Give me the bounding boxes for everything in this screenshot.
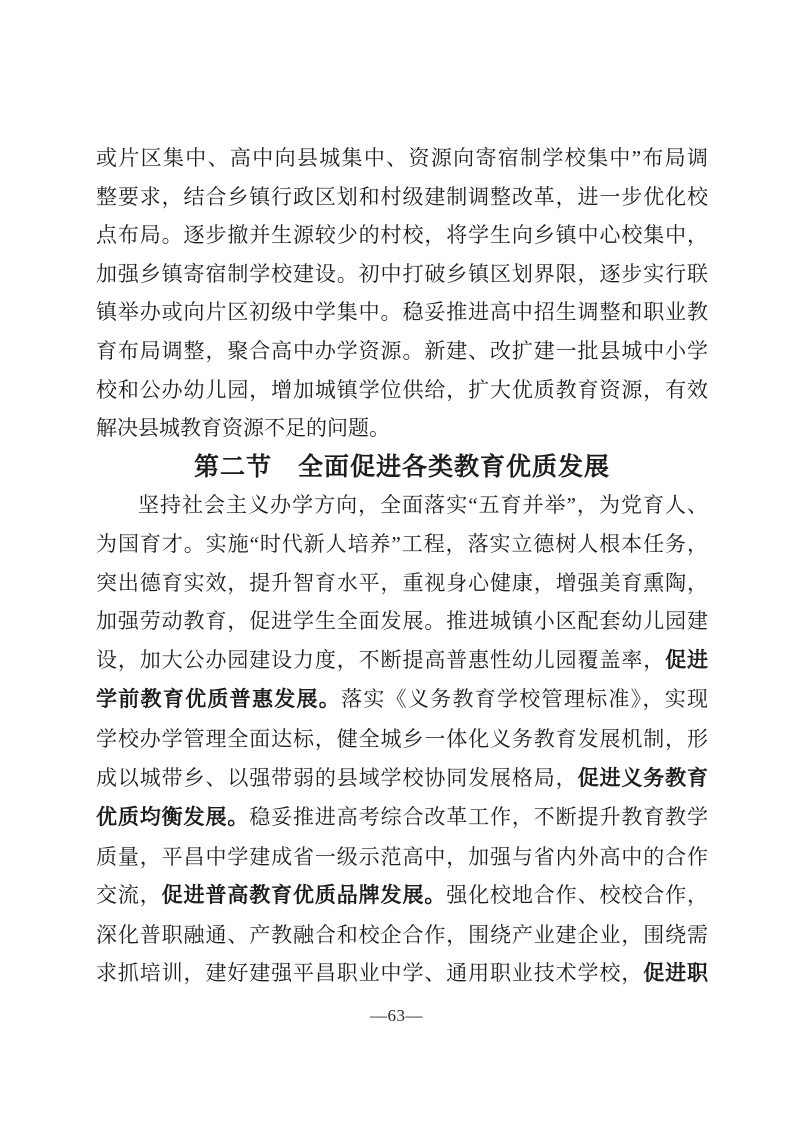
body-text: 稳妥推进高考综合改革工作，不断提升教育教学 <box>249 805 709 830</box>
text-line <box>96 680 708 720</box>
body-text: 坚持社会主义办学方向，全面落实“五育并举”，为党育人、 <box>138 493 708 518</box>
text-line <box>96 486 708 525</box>
text-line <box>96 409 708 448</box>
body-text: 或片区集中、高中向县城集中、资源向寄宿制学校集中”布局调 <box>96 146 708 170</box>
body-text: 设，加大公办园建设力度，不断提高普惠性幼儿园覆盖率， <box>96 647 666 672</box>
text-line <box>96 876 708 916</box>
body-text: 质量，平昌中学建成省一级示范高中，加强与省内外高中的合作 <box>96 844 708 869</box>
text-line <box>96 139 708 178</box>
text-line <box>96 954 708 994</box>
body-text: 成以城带乡、以强带弱的县域学校协同发展格局， <box>96 765 578 790</box>
text-line <box>96 332 708 371</box>
bold-emphasis-text: 促进职 <box>643 962 709 986</box>
bold-emphasis-text: 学前教育优质普惠发展。 <box>96 688 342 712</box>
body-text: 求抓培训，建好建强平昌职业中学、通用职业技术学校， <box>96 961 644 986</box>
text-line <box>96 371 708 410</box>
text-line <box>96 916 708 955</box>
body-text: 镇举办或向片区初级中学集中。稳妥推进高中招生调整和职业教 <box>96 300 708 325</box>
body-text: 整要求，结合乡镇行政区划和村级建制调整改革，进一步优化校 <box>96 184 708 209</box>
paragraph-continuation <box>96 139 708 448</box>
bold-emphasis-text: 优质均衡发展。 <box>96 806 250 830</box>
text-line <box>96 759 708 799</box>
body-text: 交流， <box>96 883 162 908</box>
body-text: 为国育才。实施“时代新人培养”工程，落实立德树人根本任务， <box>96 531 708 556</box>
text-line <box>96 641 708 681</box>
body-text: 加强劳动教育，促进学生全面发展。推进城镇小区配套幼儿园建 <box>96 609 708 634</box>
body-text: 加强乡镇寄宿制学校建设。初中打破乡镇区划界限，逐步实行联 <box>96 261 708 286</box>
text-line <box>96 525 708 564</box>
section-heading: 第二节 全面促进各类教育优质发展 <box>193 452 610 481</box>
body-text: 解决县城教育资源不足的问题。 <box>96 416 390 441</box>
body-text: 育布局调整，聚合高中办学资源。新建、改扩建一批县城中小学 <box>96 338 708 363</box>
body-text: 点布局。逐步撤并生源较少的村校，将学生向乡镇中心校集中， <box>96 223 708 248</box>
body-text: 学校办学管理全面达标，健全城乡一体化义务教育发展机制，形 <box>96 726 708 751</box>
text-line <box>96 255 708 294</box>
body-text: 突出德育实效，提升智育水平，重视身心健康，增强美育熏陶， <box>96 570 708 595</box>
text-line <box>96 720 708 759</box>
text-line <box>96 564 708 603</box>
text-line <box>96 838 708 877</box>
text-line <box>96 798 708 838</box>
page-number: —63— <box>370 1006 423 1025</box>
bold-emphasis-text: 促进 <box>665 648 708 672</box>
document-body <box>96 139 708 994</box>
bold-emphasis-text: 促进普高教育优质品牌发展。 <box>161 884 447 908</box>
body-text: 校和公办幼儿园，增加城镇学位供给，扩大优质教育资源，有效 <box>96 377 708 402</box>
paragraph-body <box>96 486 708 994</box>
text-line <box>96 293 708 332</box>
body-text: 深化普职融通、产教融合和校企合作，围绕产业建企业，围绕需 <box>96 922 708 947</box>
body-text: 落实《义务教育学校管理标准》，实现 <box>341 687 709 712</box>
bold-emphasis-text: 促进义务教育 <box>577 766 709 790</box>
text-line <box>96 602 708 641</box>
text-line <box>96 178 708 217</box>
text-line <box>96 216 708 255</box>
body-text: 强化校地合作、校校合作， <box>446 883 709 908</box>
